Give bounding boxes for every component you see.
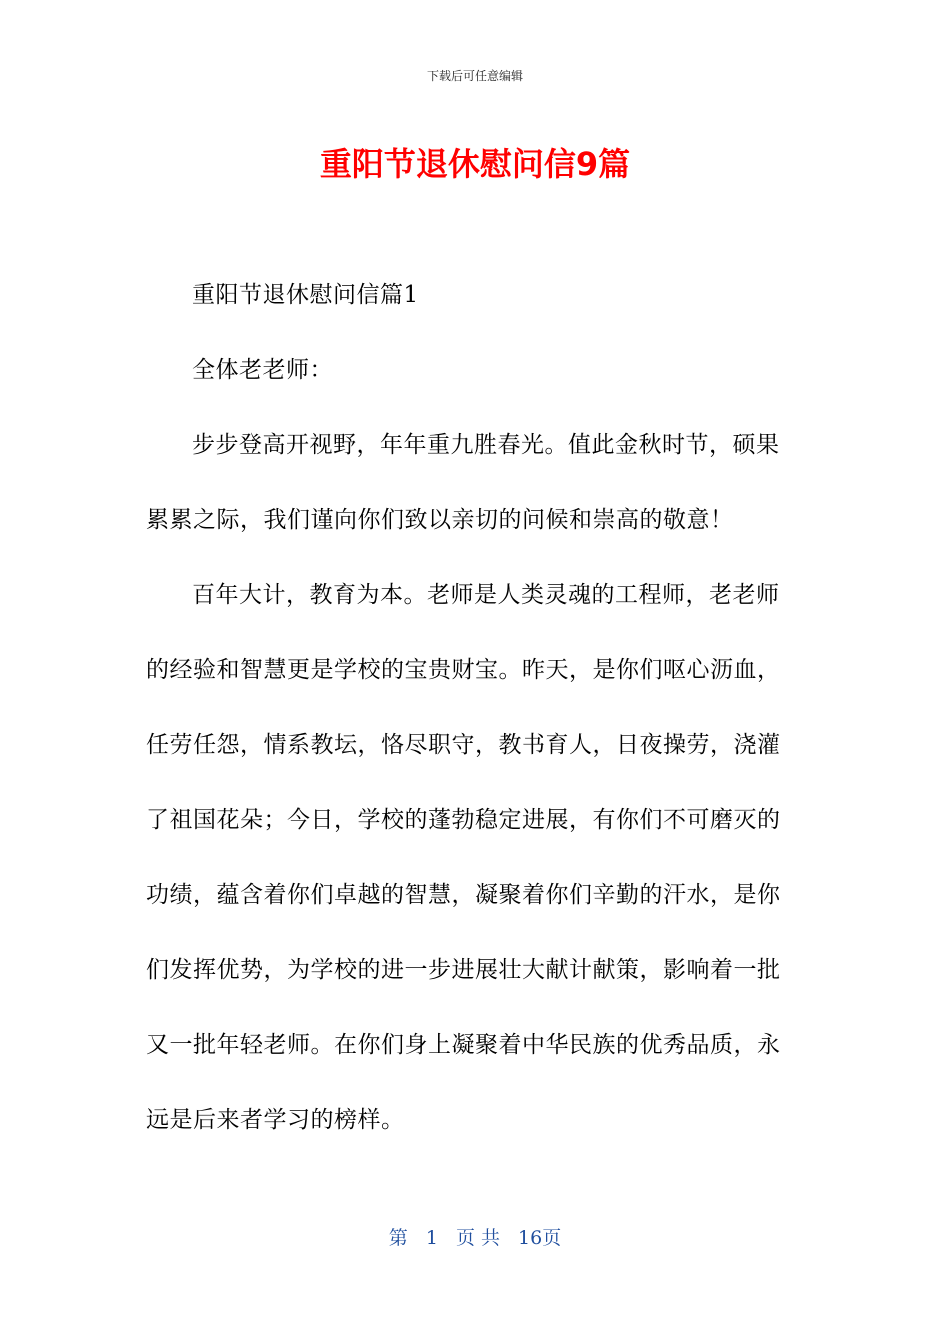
page-footer [0, 1226, 950, 1250]
footer-total-pages: 16页 [518, 1227, 562, 1249]
paragraph-2: 百年大计，教育为本。老师是人类灵魂的工程师，老老师的经验和智慧更是学校的宝贵财宝。昨天，是你们呕心沥血，任劳任怨，情系教坛，恪尽职守，教书育人，日夜操劳，浇灌了祖国花朵；今日，学校的蓬勃稳定进展，有你们不可磨灭的功绩，蕴含着你们卓越的智慧，凝聚着你们辛勤的汗水，是你们发挥优势，为学校的进一步进展壮大献计献策，影响着一批又一批年轻老师。在你们身上凝聚着中华民族的优秀品质，永远是后来者学习的榜样。 [146, 582, 781, 1133]
document-title: 重阳节退休慰问信9篇 [319, 145, 631, 183]
salutation: 全体老老师： [192, 357, 333, 383]
footer-page-number: 1 [425, 1227, 438, 1249]
footer-middle: 页 共 [455, 1227, 500, 1249]
header-note: 下载后可任意编辑 [426, 69, 523, 83]
document-body [146, 258, 794, 1158]
section-heading: 重阳节退休慰问信篇1 [192, 282, 419, 308]
paragraph-1: 步步登高开视野，年年重九胜春光。值此金秋时节，硕果累累之际，我们谨向你们致以亲切的问候和崇高的敬意！ [146, 432, 780, 533]
footer-prefix: 第 [388, 1227, 408, 1249]
